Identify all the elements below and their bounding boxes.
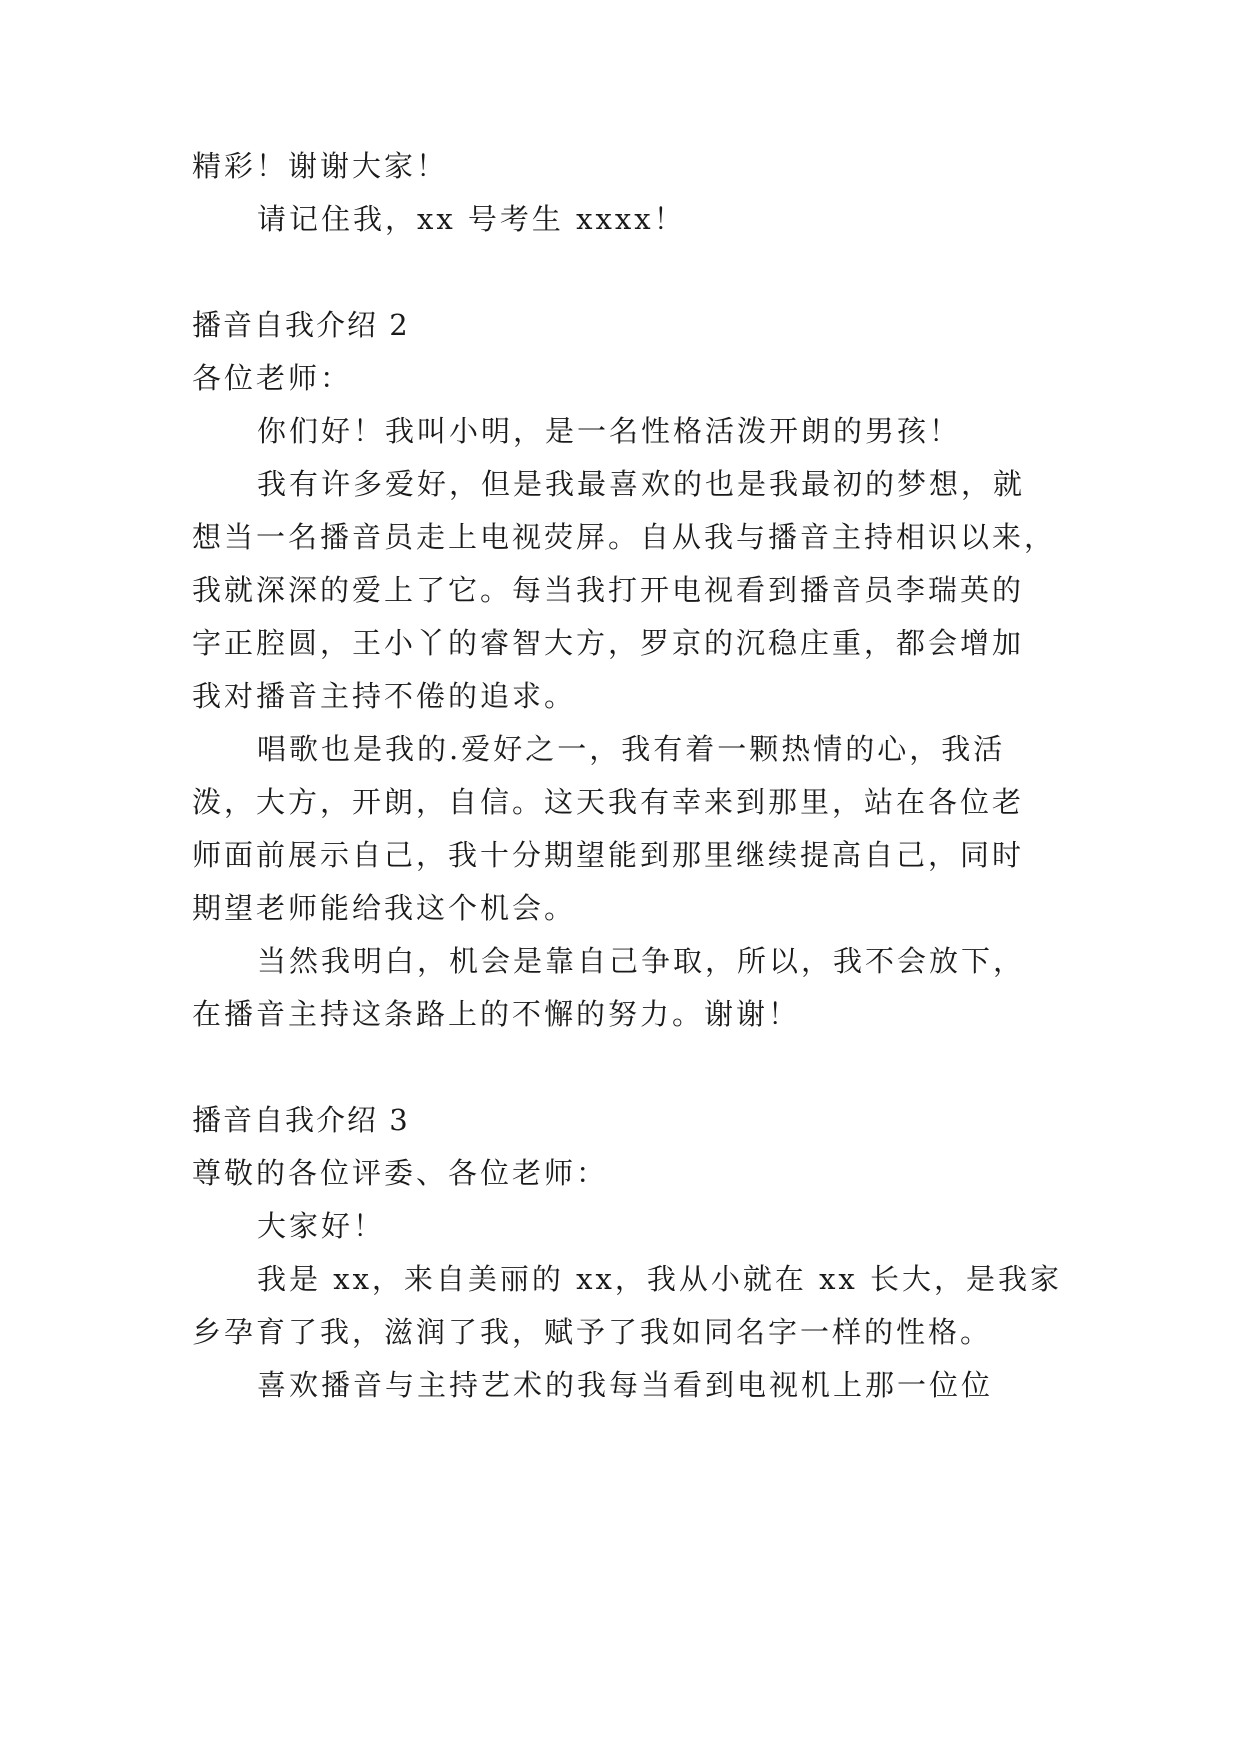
text-line: 我对播音主持不倦的追求。 xyxy=(192,679,577,713)
text-line: 我有许多爱好，但是我最喜欢的也是我最初的梦想，就 xyxy=(257,467,1026,501)
text-line: 大家好！ xyxy=(257,1209,386,1243)
text-line: 喜欢播音与主持艺术的我每当看到电视机上那一位位 xyxy=(257,1368,994,1402)
text-line: 当然我明白，机会是靠自己争取，所以，我不会放下， xyxy=(257,944,1026,978)
text-line: 你们好！我叫小明，是一名性格活泼开朗的男孩！ xyxy=(257,414,962,448)
text-line: 请记住我，xx 号考生 xxxx！ xyxy=(257,202,686,236)
section-heading: 播音自我介绍 2 xyxy=(192,308,410,342)
text-line: 期望老师能给我这个机会。 xyxy=(192,891,577,925)
text-line: 泼，大方，开朗，自信。这天我有幸来到那里，站在各位老 xyxy=(192,785,1025,819)
text-line: 字正腔圆，王小丫的睿智大方，罗京的沉稳庄重，都会增加 xyxy=(192,626,1025,660)
text-line: 我就深深的爱上了它。每当我打开电视看到播音员李瑞英的 xyxy=(192,573,1025,607)
salutation: 尊敬的各位评委、各位老师： xyxy=(192,1156,609,1190)
text-line: 乡孕育了我，滋润了我，赋予了我如同名字一样的性格。 xyxy=(192,1315,993,1349)
text-line: 在播音主持这条路上的不懈的努力。谢谢！ xyxy=(192,997,801,1031)
salutation: 各位老师： xyxy=(192,361,353,395)
text-line: 唱歌也是我的.爱好之一，我有着一颗热情的心，我活 xyxy=(257,732,1006,766)
text-line: 师面前展示自己，我十分期望能到那里继续提高自己，同时 xyxy=(192,838,1025,872)
section-heading: 播音自我介绍 3 xyxy=(192,1103,410,1137)
text-line: 想当一名播音员走上电视荧屏。自从我与播音主持相识以来， xyxy=(192,520,1057,554)
text-line: 精彩！谢谢大家！ xyxy=(192,149,449,183)
text-line: 我是 xx，来自美丽的 xx，我从小就在 xx 长大，是我家 xyxy=(257,1262,1063,1296)
